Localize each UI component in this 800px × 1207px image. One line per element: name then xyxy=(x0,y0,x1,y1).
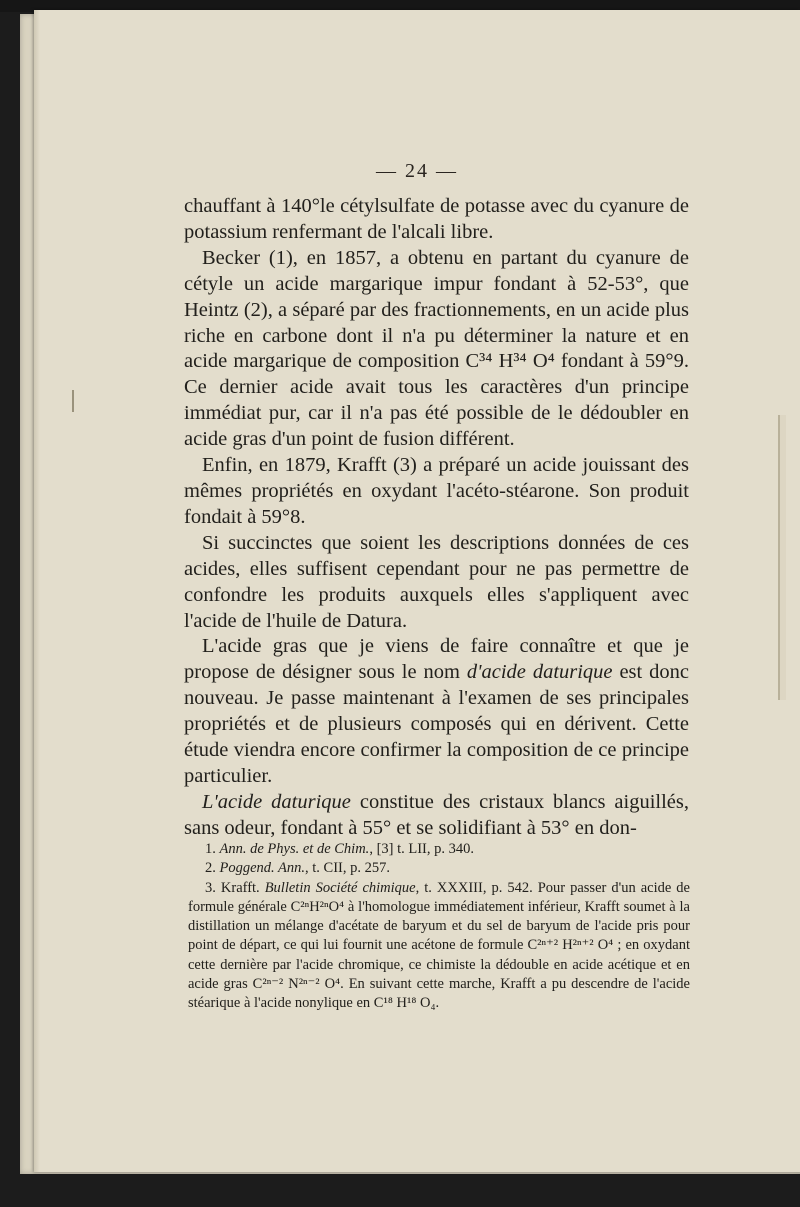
footnote-1-title: Ann. de Phys. et de Chim. xyxy=(219,841,370,857)
page-edge xyxy=(34,10,40,1172)
footnotes xyxy=(188,840,690,1014)
footnote-3 xyxy=(188,879,690,1014)
paragraph-5-start: L'acide gras que je viens de faire connaître et que je propose de désigner sous le nom xyxy=(184,635,689,684)
paragraph-3: Enfin, en 1879, Krafft (3) a préparé un acide jouissant des mêmes propriétés en oxydant l'acéto-stéarone. Son produit fondait à 59°8. xyxy=(184,454,689,528)
footnote-3-text: , t. XXXIII, p. 542. Pour passer d'un acide de formule générale C²ⁿH²ⁿO⁴ à l'homologue immédiatement inférieur, Krafft soumet à la distillation un mélange d'acétate de baryum et du sel de baryum de l'acide pris pour point de départ, ce qui lui fournit une acétone de formule C²ⁿ⁺² H²ⁿ⁺² O⁴ ; en oxydant cette dernière par l'acide chromique, ce chimiste la dédouble en acide acétique et en acide gras C²ⁿ⁻² N²ⁿ⁻² O⁴. En suivant cette marche, Krafft a pu descendre de l'acide stéarique à l'acide nonylique en C¹⁸ H¹⁸ O₄. xyxy=(188,879,690,1012)
paragraph-6-text: constitue des cristaux blancs aiguillés, sans odeur, fondant à 55° et se solidifiant à 53° en don- xyxy=(184,790,689,839)
acid-name-heading: L'acide daturique xyxy=(202,790,351,813)
paragraph-5-end: est donc nouveau. Je passe maintenant à l'examen de ses principales propriétés et de plusieurs composés qui en dérivent. Cette étude viendra encore confirmer la composition de ce principe particulier. xyxy=(184,661,689,787)
main-text xyxy=(184,194,689,842)
footnote-2-ref: , t. CII, p. 257. xyxy=(305,860,390,877)
footnote-1-number: 1. xyxy=(205,841,220,857)
footnote-3-number: 3. xyxy=(205,879,221,896)
margin-mark xyxy=(72,390,74,412)
footnote-2 xyxy=(188,859,690,878)
footnote-1 xyxy=(188,840,690,859)
paragraph-5 xyxy=(184,634,689,789)
paragraph-1: chauffant à 140°le cétylsulfate de potasse avec du cyanure de potassium renfermant de l'alcali libre. xyxy=(184,195,689,243)
footnote-2-title: Poggend. Ann. xyxy=(219,860,306,877)
page-number: — 24 — xyxy=(376,160,458,182)
footnote-2-number: 2. xyxy=(205,860,220,877)
footnote-3-title: Bulletin Société chimique xyxy=(264,879,416,896)
book-page xyxy=(34,10,800,1172)
paragraph-6 xyxy=(184,790,689,842)
page-tab xyxy=(778,415,786,700)
acid-name-italic: d'acide daturique xyxy=(466,661,613,684)
paragraph-4: Si succinctes que soient les descriptions données de ces acides, elles suffisent cependant pour ne pas permettre de confondre les produits auxquels elles s'appliquent avec l'acide de l'huile de Datura. xyxy=(184,531,689,632)
footnote-1-ref: , [3] t. LII, p. 340. xyxy=(369,841,475,857)
footnote-3-author: Krafft. xyxy=(220,879,265,896)
paragraph-2: Becker (1), en 1857, a obtenu en partant du cyanure de cétyle un acide margarique impur fondant à 52-53°, que Heintz (2), a séparé par des fractionnements, en un acide plus riche en carbone dont il n'a pu déterminer la nature et en acide margarique de composition C³⁴ H³⁴ O⁴ fondant à 59°9. Ce dernier acide avait tous les caractères d'un principe immédiat pur, car il n'a pas été possible de le dédoubler en acide gras d'un point de fusion différent. xyxy=(184,246,689,451)
